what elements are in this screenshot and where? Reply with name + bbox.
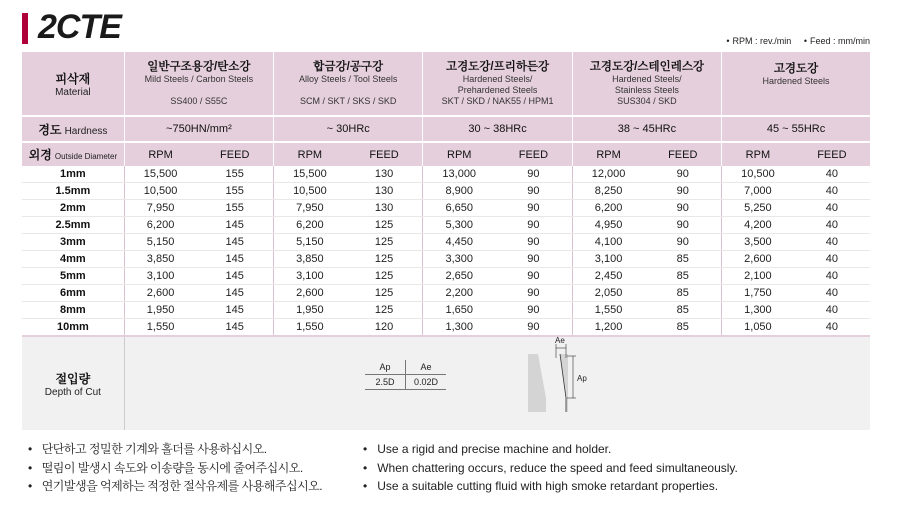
feed-cell: 130	[346, 166, 423, 183]
table-row	[22, 183, 870, 200]
rpm-cell: 1,550	[124, 319, 196, 337]
table-row	[22, 285, 870, 302]
rpm-cell: 1,300	[423, 319, 495, 337]
table-row	[22, 251, 870, 268]
rpm-cell: 6,650	[423, 200, 495, 217]
note-item: • When chattering occurs, reduce the speed and feed simultaneously.	[363, 459, 738, 478]
units-legend	[716, 36, 870, 46]
hardness-label: 경도 Hardness	[22, 116, 124, 142]
feed-cell: 40	[794, 200, 870, 217]
feed-cell: 90	[495, 251, 572, 268]
feed-cell: 90	[644, 217, 721, 234]
feed-cell: 145	[196, 234, 273, 251]
diameter-cell: 2.5mm	[22, 217, 124, 234]
feed-cell: 125	[346, 268, 423, 285]
rpm-cell: 2,050	[572, 285, 644, 302]
doc-value-row	[365, 375, 446, 390]
rpm-cell: 6,200	[572, 200, 644, 217]
diameter-cell: 5mm	[22, 268, 124, 285]
note-item: • Use a rigid and precise machine and holder.	[363, 440, 738, 459]
hardness-value: ~ 30HRc	[274, 116, 423, 142]
feed-cell: 155	[196, 166, 273, 183]
rpm-cell: 3,100	[124, 268, 196, 285]
table-row	[22, 234, 870, 251]
feed-cell: 90	[644, 234, 721, 251]
rpm-header: RPM	[572, 142, 644, 166]
material-category: 고경도강 Hardened Steels	[722, 52, 870, 116]
rpm-cell: 5,300	[423, 217, 495, 234]
feed-cell: 90	[495, 183, 572, 200]
diameter-cell: 1mm	[22, 166, 124, 183]
rpm-cell: 1,300	[722, 302, 794, 319]
diameter-cell: 6mm	[22, 285, 124, 302]
rpm-cell: 1,950	[124, 302, 196, 319]
rpm-cell: 5,250	[722, 200, 794, 217]
depth-of-cut-row	[22, 336, 870, 430]
feed-cell: 40	[794, 217, 870, 234]
material-label: 피삭재 Material	[22, 52, 124, 116]
feed-cell: 90	[644, 166, 721, 183]
rpm-cell: 13,000	[423, 166, 495, 183]
material-category: 일반구조용강/탄소강 Mild Steels / Carbon Steels SS400 / S55C	[124, 52, 273, 116]
table-row	[22, 302, 870, 319]
feed-unit: • Feed : mm/min	[804, 36, 870, 46]
feed-cell: 145	[196, 319, 273, 337]
feed-cell: 120	[346, 319, 423, 337]
feed-cell: 90	[495, 166, 572, 183]
rpm-header: RPM	[274, 142, 346, 166]
hardness-value: ~750HN/mm²	[124, 116, 273, 142]
rpm-cell: 3,300	[423, 251, 495, 268]
rpm-cell: 4,950	[572, 217, 644, 234]
diameter-cell: 3mm	[22, 234, 124, 251]
rpm-cell: 2,200	[423, 285, 495, 302]
note-item: • 떨림이 발생시 속도와 이송량을 동시에 줄여주십시오.	[28, 459, 322, 478]
depth-of-cut-label: 절입량 Depth of Cut	[22, 336, 124, 430]
rpm-cell: 12,000	[572, 166, 644, 183]
rpm-cell: 8,900	[423, 183, 495, 200]
rpm-cell: 4,450	[423, 234, 495, 251]
feed-cell: 90	[644, 200, 721, 217]
ap-label: Ap	[577, 374, 587, 383]
feed-cell: 125	[346, 302, 423, 319]
rpm-cell: 1,950	[274, 302, 346, 319]
material-header-row	[22, 52, 870, 116]
rpm-unit: • RPM : rev./min	[726, 36, 791, 46]
feed-cell: 125	[346, 251, 423, 268]
rpm-cell: 6,200	[124, 217, 196, 234]
feed-header: FEED	[817, 148, 847, 161]
feed-cell: 85	[644, 285, 721, 302]
rpm-cell: 2,100	[722, 268, 794, 285]
rpm-cell: 2,650	[423, 268, 495, 285]
rpm-cell: 8,250	[572, 183, 644, 200]
feed-cell: 85	[644, 319, 721, 337]
rpm-cell: 1,650	[423, 302, 495, 319]
feed-header: FEED	[518, 148, 549, 161]
doc-ap-header: Ap	[365, 360, 406, 375]
rpm-cell: 1,750	[722, 285, 794, 302]
feed-cell: 155	[196, 183, 273, 200]
rpm-cell: 4,200	[722, 217, 794, 234]
rpm-cell: 10,500	[722, 166, 794, 183]
rpm-cell: 1,550	[274, 319, 346, 337]
data-rows	[22, 166, 870, 336]
material-category: 고경도강/프리하든강 Hardened Steels/ Prehardened Steels SKT / SKD / NAK55 / HPM1	[423, 52, 572, 116]
rpm-cell: 7,950	[274, 200, 346, 217]
feed-cell: 130	[346, 200, 423, 217]
ae-label: Ae	[555, 336, 565, 345]
feed-cell: 40	[794, 319, 870, 337]
rpm-cell: 15,500	[274, 166, 346, 183]
feed-cell: 40	[794, 285, 870, 302]
feed-cell: 90	[495, 234, 572, 251]
diameter-cell: 2mm	[22, 200, 124, 217]
rpm-header: RPM	[124, 142, 196, 166]
title-accent-bar	[22, 13, 28, 44]
feed-cell: 145	[196, 268, 273, 285]
depth-of-cut-content	[124, 336, 870, 430]
rpm-cell: 7,000	[722, 183, 794, 200]
diameter-cell: 8mm	[22, 302, 124, 319]
rpm-cell: 1,200	[572, 319, 644, 337]
feed-cell: 40	[794, 302, 870, 319]
notes-korean	[28, 440, 322, 496]
rpm-cell: 2,600	[274, 285, 346, 302]
doc-ae-value: 0.02D	[406, 375, 447, 390]
depth-of-cut-diagram	[520, 336, 600, 418]
page-title: 2CTE	[38, 8, 121, 46]
rpm-cell: 3,850	[124, 251, 196, 268]
feed-cell: 90	[495, 268, 572, 285]
feed-cell: 125	[346, 217, 423, 234]
feed-cell: 40	[794, 251, 870, 268]
rpm-cell: 4,100	[572, 234, 644, 251]
rpm-header: RPM	[722, 142, 794, 166]
table-row	[22, 217, 870, 234]
table-row	[22, 268, 870, 285]
feed-cell: 145	[196, 285, 273, 302]
feed-cell: 90	[644, 183, 721, 200]
rpm-cell: 10,500	[274, 183, 346, 200]
note-item: • Use a suitable cutting fluid with high smoke retardant properties.	[363, 477, 738, 496]
rpm-cell: 5,150	[274, 234, 346, 251]
material-category: 고경도강/스테인레스강 Hardened Steels/ Stainless Steels SUS304 / SKD	[572, 52, 721, 116]
feed-cell: 155	[196, 200, 273, 217]
table-row	[22, 319, 870, 337]
rpm-cell: 7,950	[124, 200, 196, 217]
feed-cell: 85	[644, 302, 721, 319]
hardness-row	[22, 116, 870, 142]
feed-cell: 90	[495, 302, 572, 319]
rpm-cell: 3,100	[274, 268, 346, 285]
feed-cell: 145	[196, 251, 273, 268]
rpm-cell: 1,050	[722, 319, 794, 337]
feed-cell: 130	[346, 183, 423, 200]
diameter-cell: 1.5mm	[22, 183, 124, 200]
diameter-cell: 10mm	[22, 319, 124, 337]
feed-cell: 40	[794, 268, 870, 285]
note-item: • 연기발생을 억제하는 적정한 절삭유제를 사용해주십시오.	[28, 477, 322, 496]
feed-cell: 145	[196, 217, 273, 234]
rpm-cell: 2,600	[722, 251, 794, 268]
feed-cell: 90	[495, 319, 572, 337]
rpm-cell: 3,500	[722, 234, 794, 251]
column-header-row	[22, 142, 870, 166]
rpm-header: RPM	[423, 142, 495, 166]
cutting-conditions-table	[22, 52, 870, 430]
rpm-cell: 3,100	[572, 251, 644, 268]
feed-cell: 85	[644, 268, 721, 285]
hardness-value: 30 ~ 38HRc	[423, 116, 572, 142]
notes-english	[363, 440, 738, 496]
feed-cell: 40	[794, 166, 870, 183]
diameter-label: 외경 Outside Diameter	[28, 148, 118, 162]
hardness-value: 45 ~ 55HRc	[722, 116, 870, 142]
feed-cell: 40	[794, 234, 870, 251]
feed-cell: 125	[346, 234, 423, 251]
doc-ae-header: Ae	[406, 360, 447, 375]
hardness-value: 38 ~ 45HRc	[572, 116, 721, 142]
diameter-cell: 4mm	[22, 251, 124, 268]
feed-cell: 125	[346, 285, 423, 302]
feed-header: FEED	[369, 148, 399, 161]
feed-cell: 90	[495, 217, 572, 234]
feed-cell: 85	[644, 251, 721, 268]
rpm-cell: 2,450	[572, 268, 644, 285]
table-row	[22, 166, 870, 183]
rpm-cell: 15,500	[124, 166, 196, 183]
feed-cell: 90	[495, 200, 572, 217]
feed-cell: 145	[196, 302, 273, 319]
rpm-cell: 5,150	[124, 234, 196, 251]
rpm-cell: 10,500	[124, 183, 196, 200]
feed-header: FEED	[220, 148, 250, 161]
table-row	[22, 200, 870, 217]
note-item: • 단단하고 정밀한 기계와 홀더를 사용하십시오.	[28, 440, 322, 459]
material-category: 합금강/공구강 Alloy Steels / Tool Steels SCM / SKT / SKS / SKD	[274, 52, 423, 116]
doc-ap-value: 2.5D	[365, 375, 406, 390]
depth-of-cut-table	[365, 360, 446, 390]
feed-header: FEED	[668, 148, 698, 161]
feed-cell: 90	[495, 285, 572, 302]
rpm-cell: 3,850	[274, 251, 346, 268]
doc-header-row	[365, 360, 446, 375]
rpm-cell: 6,200	[274, 217, 346, 234]
rpm-cell: 2,600	[124, 285, 196, 302]
rpm-cell: 1,550	[572, 302, 644, 319]
feed-cell: 40	[794, 183, 870, 200]
